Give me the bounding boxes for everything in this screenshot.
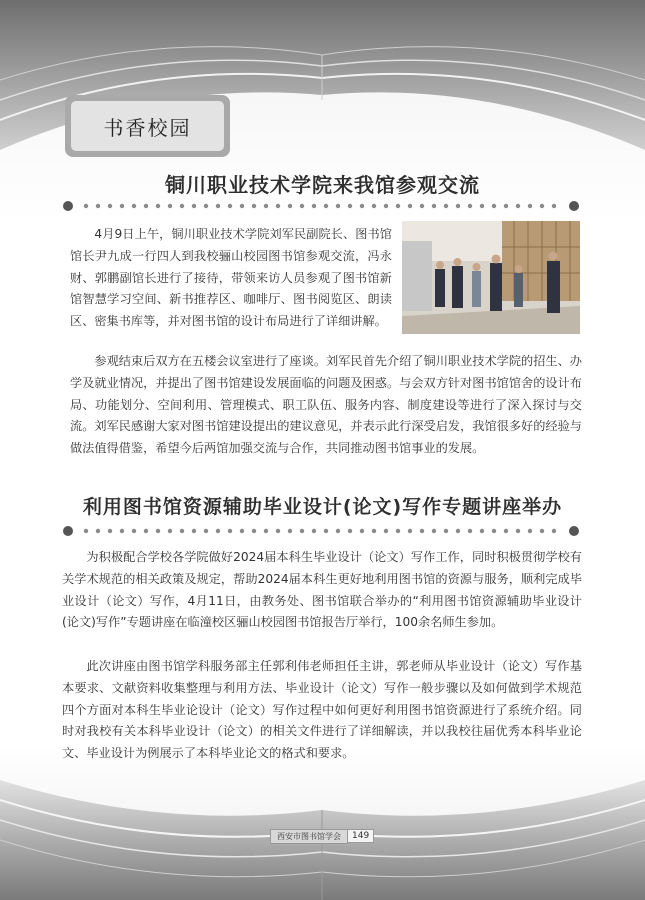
page-number: 149 (348, 829, 374, 843)
footer-society-label: 西安市图书馆学会 (270, 829, 348, 844)
article1-title: 铜川职业技术学院来我馆参观交流 (165, 173, 480, 197)
article1-paragraph-2: 参观结束后双方在五楼会议室进行了座谈。刘军民首先介绍了铜川职业技术学院的招生、办学及就业情况，并提出了图书馆建设发展面临的问题及困惑。与会双方针对图书馆馆舍的设计布局、功能划分、空间利用、管理模式、职工队伍、服务内容、制度建设等进行了深入探讨与交流。刘军民感谢大家对图书馆建设提出的建议意见，并表示此行深受启发，我馆很多好的经验与做法值得借鉴，希望今后两馆加强交流与合作，共同推动图书馆事业的发展。 (70, 354, 582, 456)
article2-paragraph-2: 此次讲座由图书馆学科服务部主任郭利伟老师担任主讲，郭老师从毕业设计（论文）写作基本要求、文献资料收集整理与利用方法、毕业设计（论文）写作一般步骤以及如何做到学术规范四个方面对本科生毕业论设计（论文）写作过程中如何更好利用图书馆资源进行了系统介绍。同时对我校有关本科毕业设计（论文）的相关文件进行了详细解读，并以我校往届优秀本科毕业论文、毕业设计为例展示了本科毕业论文的格式和要求。 (62, 659, 582, 761)
dotted-divider-1 (62, 200, 582, 212)
article1-paragraph-1: 4月9日上午，铜川职业技术学院刘军民副院长、图书馆馆长尹九成一行四人到我校骊山校园图书馆参观交流，冯永财、郭鹏副馆长进行了接待，带领来访人员参观了图书馆新馆智慧学习空间、新书推荐区、咖啡厅、图书阅览区、朗读区、密集书库等，并对图书馆的设计布局进行了详细讲解。 (70, 227, 392, 329)
visit-photo (402, 221, 580, 334)
section-label: 书香校园 (71, 101, 224, 151)
page-footer (270, 829, 374, 843)
dotted-divider-2 (62, 525, 582, 537)
article2-title: 利用图书馆资源辅助毕业设计(论文)写作专题讲座举办 (82, 496, 563, 518)
section-tab (65, 95, 230, 157)
article2-paragraph-1: 为积极配合学校各学院做好2024届本科生毕业设计（论文）写作工作，同时积极贯彻学校有关学术规范的相关政策及规定，帮助2024届本科生更好地利用图书馆的资源与服务，顺利完成毕业设计（论文）写作，4月11日，由教务处、图书馆联合举办的“利用图书馆资源辅助毕业设计(论文)写作”专题讲座在临潼校区骊山校园图书馆报告厅举行，100余名师生参加。 (62, 550, 582, 630)
